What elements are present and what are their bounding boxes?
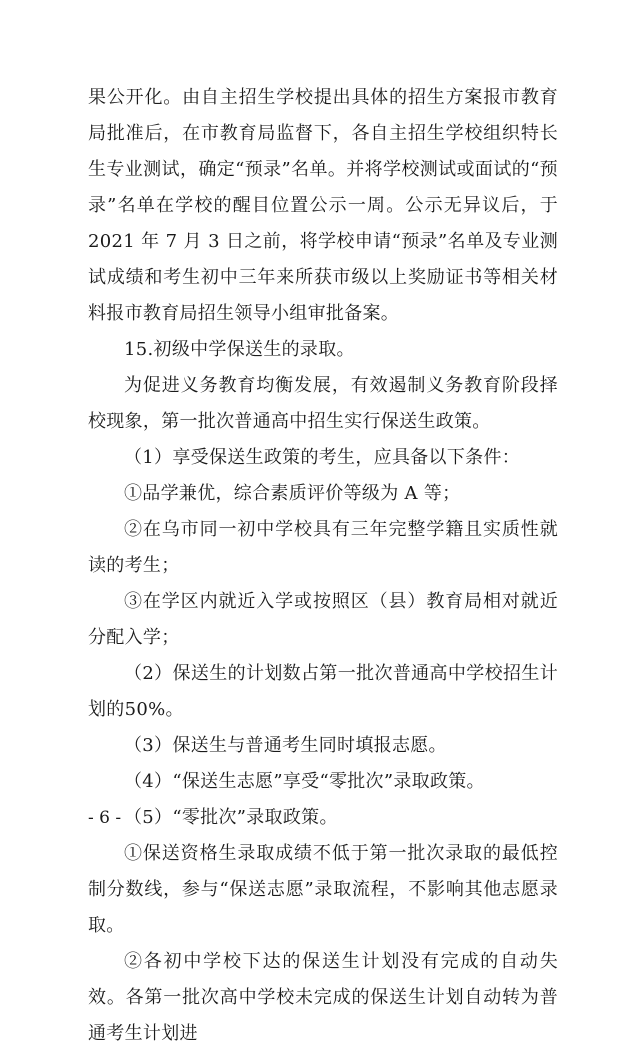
paragraph-13: ②各初中学校下达的保送生计划没有完成的自动失效。各第一批次高中学校未完成的保送生计划自动转为普通考生计划进 — [88, 951, 558, 1044]
paragraph-1: 果公开化。由自主招生学校提出具体的招生方案报市教育局批准后，在市教育局监督下，各自主招生学校组织特长生专业测试，确定“预录”名单。并将学校测试或面试的“预录”名单在学校的醒目位置公示一周。公示无异议后，于 2021 年 7 月 3 日之前，将学校申请“预录”名单及专业测试成绩和考生初中三年来所获市级以上奖励证书等相关材料报市教育局招生领导小组审批备案。 — [88, 87, 558, 324]
paragraph-8: （2）保送生的计划数占第一批次普通高中学校招生计划的50%。 — [88, 663, 558, 720]
paragraph-4: （1）享受保送生政策的考生，应具备以下条件： — [124, 447, 521, 468]
paragraph-10: （4）“保送生志愿”享受“零批次”录取政策。 — [124, 771, 485, 792]
page-number: - 6 - — [88, 808, 122, 828]
paragraph-3: 为促进义务教育均衡发展，有效遏制义务教育阶段择校现象，第一批次普通高中招生实行保送生政策。 — [88, 375, 558, 432]
paragraph-11: （5）“零批次”录取政策。 — [124, 807, 338, 828]
body-text — [88, 80, 558, 1052]
paragraph-5: ①品学兼优，综合素质评价等级为 A 等； — [124, 483, 461, 504]
paragraph-2: 15.初级中学保送生的录取。 — [124, 339, 355, 360]
paragraph-9: （3）保送生与普通考生同时填报志愿。 — [124, 735, 447, 756]
paragraph-6: ②在乌市同一初中学校具有三年完整学籍且实质性就读的考生； — [88, 519, 558, 576]
paragraph-12: ①保送资格生录取成绩不低于第一批次录取的最低控制分数线，参与“保送志愿”录取流程，不影响其他志愿录取。 — [88, 843, 558, 936]
paragraph-7: ③在学区内就近入学或按照区（县）教育局相对就近分配入学； — [88, 591, 558, 648]
